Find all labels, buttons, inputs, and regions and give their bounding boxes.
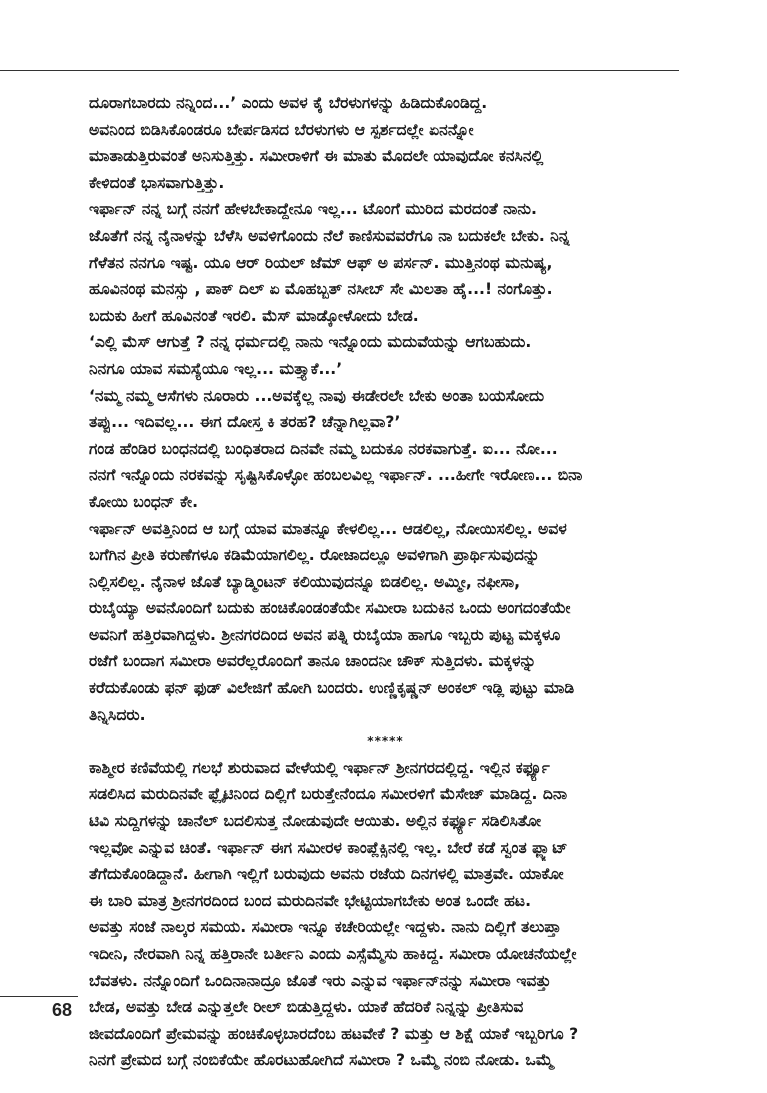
text-line: ಇಲ್ಲವೋ ಎನ್ನುವ ಚಿಂತೆ. ಇರ್ಫಾನ್ ಈಗ ಸಮೀರಳ ಕಾಂಪ್ಲೆಕ್ಸಿನಲ್ಲಿ ಇಲ್ಲ. ಬೇರೆ ಕಡೆ ಸ್ವಂತ ಫ್ಲ್ಯಾಟ್ bbox=[89, 838, 568, 857]
text-line: ಕೋಯಿ ಬಂಧನ್ ಕೇ. bbox=[89, 492, 199, 511]
text-line: ತಪ್ಪು... ಇದಿವಲ್ಲ... ಈಗ ದೋಸ್ತ ಕಿ ತರಹ? ಚೆನ್ನಾಗಿಲ್ಲವಾ?’ bbox=[89, 413, 401, 432]
text-line: ನಿನಗೂ ಯಾವ ಸಮಸ್ಯೆಯೂ ಇಲ್ಲ... ಮತ್ತ್ಯಾಕೆ...’ bbox=[89, 359, 343, 378]
top-rule bbox=[0, 70, 679, 71]
text-line: ಇದೀನಿ, ನೇರವಾಗಿ ನಿನ್ನ ಹತ್ತಿರಾನೇ ಬರ್ತೀನಿ ಎಂದು ಎಸ್ಸೆಮ್ಮೆಸು ಹಾಕಿದ್ದ. ಸಮೀರಾ ಯೋಚನೆಯಲ್ಲೇ bbox=[89, 945, 577, 963]
paragraph-block-1 bbox=[89, 90, 682, 728]
text-line: ರಜೆಗೆ ಬಂದಾಗ ಸಮೀರಾ ಅವರೆಲ್ಲರೊಂದಿಗೆ ತಾನೂ ಚಾಂದನೀ ಚೌಕ್ ಸುತ್ತಿದಳು. ಮಕ್ಕಳನ್ನು bbox=[89, 652, 537, 671]
text-line: ಹೂವಿನಂಥ ಮನಸ್ಸು , ಪಾಕ್ ದಿಲ್ ಏ ಮೊಹಬ್ಬತ್ ನಸೀಬ್ ಸೇ ಮಿಲತಾ ಹೈ...! ನಂಗೊತ್ತು. bbox=[89, 280, 553, 299]
text-line: ಇರ್ಫಾನ್ ನನ್ನ ಬಗ್ಗೆ ನನಗೆ ಹೇಳಬೇಕಾದ್ದೇನೂ ಇಲ್ಲ... ಟೊಂಗೆ ಮುರಿದ ಮರದಂತೆ ನಾನು. bbox=[89, 200, 537, 219]
text-line: ಇರ್ಫಾನ್ ಅವತ್ತಿನಿಂದ ಆ ಬಗ್ಗೆ ಯಾವ ಮಾತನ್ನೂ ಕೇಳಲಿಲ್ಲ... ಆಡಲಿಲ್ಲ, ನೋಯಿಸಲಿಲ್ಲ. ಅವಳ bbox=[89, 519, 567, 538]
text-line: ಕರೆದುಕೊಂಡು ಫನ್ ಫುಡ್ ವಿಲೇಜಿಗೆ ಹೋಗಿ ಬಂದರು. ಉಣ್ಣಿಕೃಷ್ಣನ್ ಅಂಕಲ್ ಇಡ್ಲಿ ಪುಟ್ಟು ಮಾಡಿ bbox=[89, 679, 575, 698]
text-line: ಬದುಕು ಹೀಗೆ ಹೂವಿನಂತೆ ಇರಲಿ. ಮೆಸ್ ಮಾಡ್ಕೋಳೋದು ಬೇಡ. bbox=[89, 306, 419, 325]
text-line: ಅವನಿಂದ ಬಿಡಿಸಿಕೊಂಡರೂ ಬೇರ್ಪಡಿಸದ ಬೆರಳುಗಳು ಆ ಸ್ಪರ್ಶದಲ್ಲೇ ಏನನ್ನೋ bbox=[89, 120, 474, 139]
text-line: ಗಂಡ ಹೆಂಡಿರ ಬಂಧನದಲ್ಲಿ ಬಂಧಿತರಾದ ದಿನವೇ ನಮ್ಮ ಬದುಕೂ ನರಕವಾಗುತ್ತೆ. ಐ... ನೋ... bbox=[89, 439, 558, 458]
text-line: ‘ನಮ್ಮ ನಮ್ಮ ಆಸೆಗಳು ನೂರಾರು ...ಅವಕ್ಕೆಲ್ಲ ನಾವು ಈಡೇರಲೇ ಬೇಕು ಅಂತಾ ಬಯಸೋದು bbox=[89, 386, 545, 405]
text-line: ‘ಎಲ್ಲಿ ಮೆಸ್ ಆಗುತ್ತೆ ? ನನ್ನ ಧರ್ಮದಲ್ಲಿ ನಾನು ಇನ್ನೊಂದು ಮದುವೆಯನ್ನು ಆಗಬಹುದು. bbox=[89, 333, 532, 352]
text-line: ಅವನಿಗೆ ಹತ್ತಿರವಾಗಿದ್ದಳು. ಶ್ರೀನಗರದಿಂದ ಅವನ ಪತ್ನಿ ರುಬೈಯಾ ಹಾಗೂ ಇಬ್ಬರು ಪುಟ್ಟ ಮಕ್ಕಳೂ bbox=[89, 625, 561, 644]
text-line: ತೆಗೆದುಕೊಂಡಿದ್ದಾನೆ. ಹೀಗಾಗಿ ಇಲ್ಲಿಗೆ ಬರುವುದು ಅವನು ರಜೆಯ ದಿನಗಳಲ್ಲಿ ಮಾತ್ರವೇ. ಯಾಕೋ bbox=[89, 865, 564, 884]
text-line: ನನಗೆ ಇನ್ನೊಂದು ನರಕವನ್ನು ಸೃಷ್ಟಿಸಿಕೊಳ್ಳೋ ಹಂಬಲವಿಲ್ಲ ಇರ್ಫಾನ್. ...ಹೀಗೇ ಇರೋಣ... ಬಿನಾ bbox=[89, 466, 583, 485]
bottom-rule bbox=[0, 996, 78, 997]
text-line: ನಿಲ್ಲಿಸಲಿಲ್ಲ. ನೈನಾಳ ಜೊತೆ ಬ್ಯಾಡ್ಮಿಂಟನ್ ಕಲಿಯುವುದನ್ನೂ ಬಿಡಲಿಲ್ಲ. ಅಮ್ಮೀ, ನಫೀಸಾ, bbox=[89, 572, 521, 591]
text-line: ಜೀವದೊಂದಿಗೆ ಪ್ರೇಮವನ್ನು ಹಂಚಿಕೊಳ್ಳಬಾರದೆಂಬ ಹಟವೇಕೆ ? ಮತ್ತು ಆ ಶಿಕ್ಷೆ ಯಾಕೆ ಇಬ್ಬರಿಗೂ ? bbox=[89, 1024, 579, 1043]
text-line: ನಿನಗೆ ಪ್ರೇಮದ ಬಗ್ಗೆ ನಂಬಿಕೆಯೇ ಹೊರಟುಹೋಗಿದೆ ಸಮೀರಾ ? ಒಮ್ಮೆ ನಂಬಿ ನೋಡು. ಒಮ್ಮೆ bbox=[89, 1051, 554, 1070]
text-line: ಜೊತೆಗೆ ನನ್ನ ನೈನಾಳನ್ನು ಬೆಳೆಸಿ ಅವಳಿಗೊಂದು ನೆಲೆ ಕಾಣಿಸುವವರೆಗೂ ನಾ ಬದುಕಲೇ ಬೇಕು. ನಿನ್ನ bbox=[89, 226, 570, 245]
paragraph-block-2 bbox=[89, 755, 682, 1074]
text-line: ದೂರಾಗಬಾರದು ನನ್ನಿಂದ...’ ಎಂದು ಅವಳ ಕೈ ಬೆರಳುಗಳನ್ನು ಹಿಡಿದುಕೊಂಡಿದ್ದ. bbox=[89, 94, 488, 112]
text-line: ಸಡಲಿಸಿದ ಮರುದಿನವೇ ಫ್ಲೈಟಿನಿಂದ ದಿಲ್ಲಿಗೆ ಬರುತ್ತೇನೆಂದೂ ಸಮೀರಳಿಗೆ ಮೆಸೇಜ್ ಮಾಡಿದ್ದ. ದಿನಾ bbox=[89, 785, 568, 804]
page-number: 68 bbox=[52, 1000, 73, 1020]
text-line: ಟಿವಿ ಸುದ್ದಿಗಳನ್ನು ಚಾನೆಲ್ ಬದಲಿಸುತ್ತ ನೋಡುವುದೇ ಆಯಿತು. ಅಲ್ಲಿನ ಕರ್ಫ್ಯೂ ಸಡಿಲಿಸಿತೋ bbox=[89, 812, 542, 831]
text-line: ರುಬೈಯ್ಯಾ ಅವನೊಂದಿಗೆ ಬದುಕು ಹಂಚಿಕೊಂಡಂತೆಯೇ ಸಮೀರಾ ಬದುಕಿನ ಒಂದು ಅಂಗದಂತೆಯೇ bbox=[89, 599, 571, 618]
text-line: ಗೆಳೆತನ ನನಗೂ ಇಷ್ಟ. ಯೂ ಆರ್ ರಿಯಲ್ ಜೆಮ್ ಆಫ್ ಅ ಪರ್ಸನ್. ಮುತ್ತಿನಂಥ ಮನುಷ್ಯ, bbox=[89, 253, 553, 272]
text-line: ಬೇಡ, ಅವತ್ತು ಬೇಡ ಎನ್ನುತ್ತಲೇ ರೀಲ್ ಬಿಡುತ್ತಿದ್ದಳು. ಯಾಕೆ ಹೆದರಿಕೆ ನಿನ್ನನ್ನು ಪ್ರೀತಿಸುವ bbox=[89, 998, 524, 1017]
text-line: ಮಾತಾಡುತ್ತಿರುವಂತೆ ಅನಿಸುತ್ತಿತ್ತು. ಸಮೀರಾಳಿಗೆ ಈ ಮಾತು ಮೊದಲೇ ಯಾವುದೋ ಕನಸಿನಲ್ಲಿ bbox=[89, 147, 544, 166]
text-line: ಕಾಶ್ಮೀರ ಕಣಿವೆಯಲ್ಲಿ ಗಲಭೆ ಶುರುವಾದ ವೇಳೆಯಲ್ಲಿ ಇರ್ಫಾನ್ ಶ್ರೀನಗರದಲ್ಲಿದ್ದ. ಇಲ್ಲಿನ ಕರ್ಫ್ಯೂ bbox=[89, 758, 550, 777]
text-line: ಬಗೆಗಿನ ಪ್ರೀತಿ ಕರುಣೆಗಳೂ ಕಡಿಮೆಯಾಗಲಿಲ್ಲ. ರೋಜಾದಲ್ಲೂ ಅವಳಿಗಾಗಿ ಪ್ರಾರ್ಥಿಸುವುದನ್ನು bbox=[89, 546, 540, 565]
section-separator: ***** bbox=[367, 734, 404, 749]
text-line: ತಿನ್ನಿಸಿದರು. bbox=[89, 705, 146, 724]
text-line: ಕೇಳಿದಂತೆ ಭಾಸವಾಗುತ್ತಿತ್ತು. bbox=[89, 173, 225, 192]
text-line: ಅವತ್ತು ಸಂಜೆ ನಾಲ್ಕರ ಸಮಯ. ಸಮೀರಾ ಇನ್ನೂ ಕಚೇರಿಯಲ್ಲೇ ಇದ್ದಳು. ನಾನು ದಿಲ್ಲಿಗೆ ತಲುಪ್ತಾ bbox=[89, 918, 562, 937]
text-line: ಈ ಬಾರಿ ಮಾತ್ರ ಶ್ರೀನಗರದಿಂದ ಬಂದ ಮರುದಿನವೇ ಭೇಟ್ಟಿಯಾಗಬೇಕು ಅಂತ ಒಂದೇ ಹಟ. bbox=[89, 891, 532, 910]
text-line: ಬೆವತಳು. ನನ್ನೊಂದಿಗೆ ಒಂದಿನಾನಾದ್ರೂ ಜೊತೆ ಇರು ಎನ್ನುವ ಇರ್ಫಾನ್‌ನನ್ನು ಸಮೀರಾ ಇವತ್ತು bbox=[89, 971, 551, 990]
page-body bbox=[89, 90, 682, 1074]
